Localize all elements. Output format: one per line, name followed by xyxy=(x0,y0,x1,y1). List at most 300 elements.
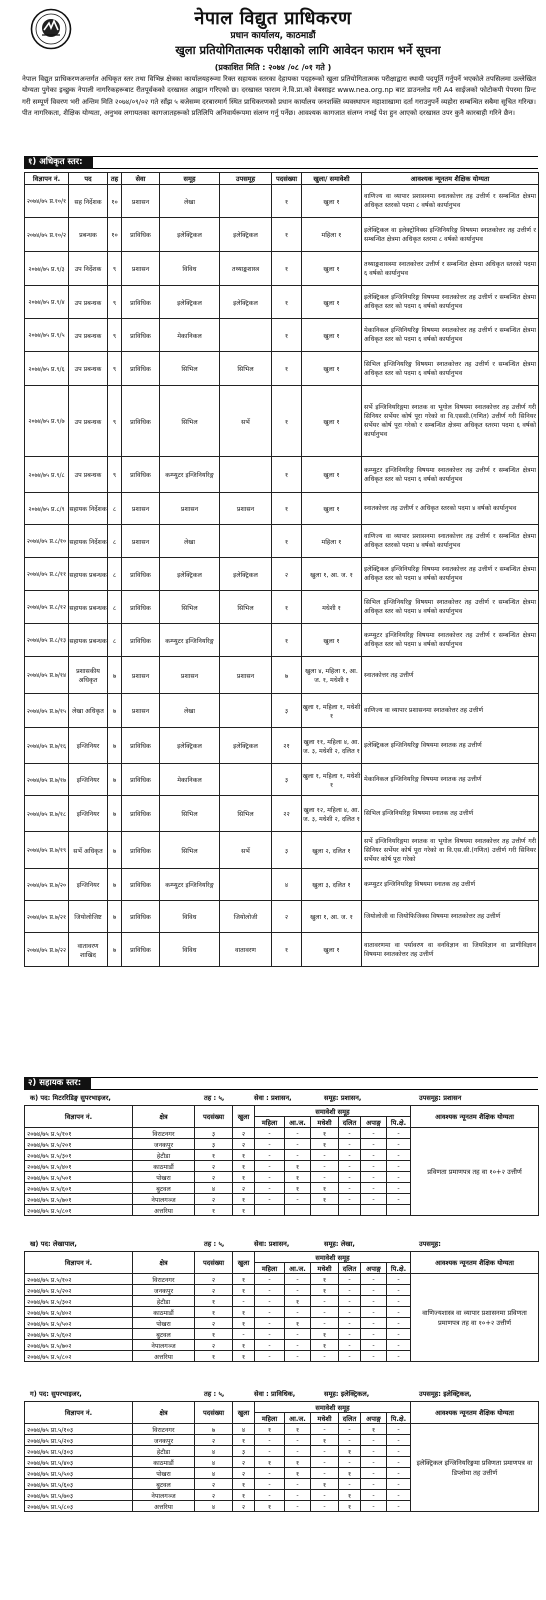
cell-count: - xyxy=(387,1128,411,1139)
cell-service: प्राविधिक xyxy=(122,728,160,764)
cell-adv: २०७४/७५ प्र.८/११ xyxy=(25,558,69,591)
cell-group: लेखा xyxy=(160,694,220,728)
cell-req: इलेक्ट्रिकल इन्जिनियरिङ्ग विषयमा स्नातकोत्तर तह उत्तीर्ण र सम्बन्धित क्षेत्रमा अधिकृत स्तर को पदमा ४ वर्षको कार्यानुभव xyxy=(362,558,539,591)
cell-count: - xyxy=(255,1296,285,1307)
cell-count: १ xyxy=(285,1161,311,1172)
cell-region: हेटौडा xyxy=(133,1446,195,1457)
cell-count: - xyxy=(361,1296,387,1307)
table-row xyxy=(25,525,539,558)
post-subgroup: उपसमूह: xyxy=(419,1240,441,1248)
cell-count: २ xyxy=(233,1128,255,1139)
cell-count: ३ xyxy=(195,1128,233,1139)
cell-count: २ xyxy=(195,1274,233,1285)
cell-region: नेपालगञ्ज xyxy=(133,1340,195,1351)
cell-count: १ xyxy=(272,493,302,525)
cell-adv: २०७४/७५ प्र.७/१६ xyxy=(25,728,69,764)
cell-adv: २०७४/७५ प्र.७/१९ xyxy=(25,832,69,869)
cell-count: - xyxy=(311,1161,339,1172)
cell-count: - xyxy=(255,1172,285,1183)
cell-level: ७ xyxy=(108,764,122,796)
cell-req: सर्भे इन्जिनियरिङ्गमा स्नातक वा भूगोल विषयमा स्नातकोत्तर तह उत्तीर्ण गरी सिनियर सर्भेयर कोर्ष पूरा गरेको वा वि.एस.सी.(गणित) उत्तीर्ण गरी सिनियर सर्भेयर कोर्ष पूरा गरेको xyxy=(362,832,539,869)
table-row xyxy=(25,869,539,901)
cell-region: काठमाडौं xyxy=(133,1457,195,1468)
cell-count: १ xyxy=(339,1501,361,1512)
cell-service: प्रशासन xyxy=(122,694,160,728)
cell-region: विराटनगर xyxy=(133,1274,195,1285)
cell-adv: २०७४/७५ प्र.९/५ xyxy=(25,319,69,352)
post-group: समूह: लेखा, xyxy=(324,1240,355,1248)
assistant-table xyxy=(24,1105,539,1216)
cell-group: विविध xyxy=(160,933,220,967)
cell-post: लेखा अधिकृत xyxy=(69,694,108,728)
col-header: आ.ज. xyxy=(285,1413,311,1424)
cell-count: - xyxy=(387,1501,411,1512)
cell-count: - xyxy=(339,1285,361,1296)
cell-post: उप प्रबन्धक xyxy=(69,319,108,352)
col-header: पि.क्षे. xyxy=(387,1117,411,1128)
table-row xyxy=(25,252,539,286)
cell-count: ३ xyxy=(233,1446,255,1457)
cell-quota: खुला १ xyxy=(302,185,362,218)
cell-req: सिभिल इन्जिनियरिङ्ग विषयमा स्नातकोत्तर तह उत्तीर्ण र सम्बन्धित क्षेत्रमा अधिकृत स्तर को पदमा ६ वर्षको कार्यानुभव xyxy=(362,352,539,386)
cell-count: - xyxy=(255,1274,285,1285)
cell-post: सहायक प्रबन्धक xyxy=(69,558,108,591)
cell-subgroup xyxy=(220,764,272,796)
col-header: खुला xyxy=(233,1106,255,1128)
cell-adv: २०७४/७५ प्र.७/१७ xyxy=(25,764,69,796)
cell-count: - xyxy=(311,1424,339,1435)
table-header-row xyxy=(25,1402,539,1413)
cell-level: ८ xyxy=(108,558,122,591)
cell-count: १ xyxy=(272,286,302,319)
cell-count: १ xyxy=(361,1424,387,1435)
cell-count xyxy=(387,1205,411,1216)
cell-adv: २०७४/७५ प्र.५/३०२ xyxy=(25,1296,133,1307)
cell-count: - xyxy=(255,1468,285,1479)
cell-count: - xyxy=(387,1351,411,1362)
cell-req: तथ्याङ्कशास्त्रमा स्नातकोत्तर उत्तीर्ण र सम्बन्धित क्षेत्रमा अधिकृत स्तरको पदमा ६ वर्षको कार्यानुभव xyxy=(362,252,539,286)
cell-count: - xyxy=(285,1351,311,1362)
cell-quota: खुला १ xyxy=(302,352,362,386)
cell-count: - xyxy=(233,1329,255,1340)
cell-count: - xyxy=(285,1150,311,1161)
cell-quota: खुला ११, महिला ४, आ. ज. ३, मधेशी २, दलित १ xyxy=(302,728,362,764)
cell-region: विराटनगर xyxy=(133,1128,195,1139)
cell-service: प्राविधिक xyxy=(122,901,160,933)
cell-service: प्राविधिक xyxy=(122,832,160,869)
section1-label: १) अधिकृत स्तर: xyxy=(24,156,93,169)
cell-count: - xyxy=(361,1435,387,1446)
cell-count: - xyxy=(285,1490,311,1501)
cell-count: ४ xyxy=(195,1468,233,1479)
cell-level: ९ xyxy=(108,457,122,493)
cell-adv: २०७४/७५ प्र.५/८०२ xyxy=(25,1351,133,1362)
cell-group: इलेक्ट्रिकल xyxy=(160,218,220,252)
cell-level: ८ xyxy=(108,591,122,624)
cell-group: सिभिल xyxy=(160,386,220,457)
cell-count: १ xyxy=(311,1340,339,1351)
cell-service: प्राविधिक xyxy=(122,869,160,901)
cell-subgroup: जियोलोजी xyxy=(220,901,272,933)
cell-count: - xyxy=(255,1150,285,1161)
col-header: पि.क्षे. xyxy=(387,1413,411,1424)
col-header: उपसमूह xyxy=(220,173,272,185)
cell-count: - xyxy=(361,1285,387,1296)
cell-quota: खुला २, दलित १ xyxy=(302,832,362,869)
cell-post: इन्जिनियर xyxy=(69,728,108,764)
cell-count: - xyxy=(339,1424,361,1435)
cell-subgroup: सिभिल xyxy=(220,591,272,624)
post-subgroup: उपसमूह: इलेक्ट्रिकल, xyxy=(419,1390,472,1398)
cell-count: १ xyxy=(233,1490,255,1501)
cell-count: - xyxy=(361,1351,387,1362)
col-header: मधेशी xyxy=(311,1263,339,1274)
col-header: दलित xyxy=(339,1413,361,1424)
post-subgroup: उपसमूह: प्रशासन xyxy=(419,1094,462,1102)
cell-adv: २०७४/७५ प्र.८/९ xyxy=(25,493,69,525)
cell-adv: २०७४/७५ प्र.५/७०२ xyxy=(25,1340,133,1351)
cell-post: उप निर्देशक xyxy=(69,252,108,286)
cell-group: प्रशासन xyxy=(160,657,220,694)
intro-paragraph: नेपाल विद्युत प्राधिकरणअन्तर्गत अधिकृत स्तर तथा विभिन्न क्षेत्रका कार्यालयहरूमा रिक्त सहायक स्तरका देहायका पदहरूको खुला प्रतियोगितात्मक परीक्षाद्वारा स्थायी पदपूर्ति गर्नुपर्ने भएकोले तपसिलमा उल्लेखित योग्यता पुगेका इच्छुक नेपाली नागरिकहरूबाट रीतपूर्वकको दरखास्त आह्वान गरिएको छ। दरखास्त फाराम ने.वि.प्रा.को वेबसाइट www.nea.org.np बाट डाउनलोड गरी A4 साईजको फोटोकपी पेपरमा प्रिन्ट गरी सम्पूर्ण विवरण भरी अन्तिम मिति २०७४/०९/०२ गते साँझ ५ बजेसम्म दरबारमार्ग स्थित प्राधिकरणको प्रधान कार्यालय जनशक्ति व्यवस्थापन महाशाखामा दर्ता गराउनुपर्ने व्यहोरा सम्बन्धित सबैमा सूचित गरिन्छ। पीत नागरिकता, शैक्षिक योग्यता, अनुभव लगायतका कागजातहरूको प्रतिलिपि अनिवार्यरूपमा संलग्न गर्नु पर्नेछ। आवश्यक कागजात संलग्न नभई पेश हुन आएको दरखास्त उपर कुनै कारबाही गरिने छैन। xyxy=(22,75,536,118)
col-header: आवश्यक न्यूनतम शैक्षिक योग्यता xyxy=(362,173,539,185)
cell-adv: २०७४/७५ प्र.१०/२ xyxy=(25,218,69,252)
cell-adv: २०७४/७५ प्र.५/३०१ xyxy=(25,1150,133,1161)
post-service: सेवा: प्रशासन, xyxy=(254,1240,290,1248)
cell-count: १ xyxy=(272,386,302,457)
cell-count: ७ xyxy=(272,657,302,694)
cell-count: - xyxy=(339,1183,361,1194)
cell-service: प्रशासन xyxy=(122,657,160,694)
cell-count: २ xyxy=(272,901,302,933)
col-header: अपाङ्ग xyxy=(361,1413,387,1424)
cell-count: - xyxy=(255,1139,285,1150)
post-post: ख) पद: लेखापाल, xyxy=(30,1240,77,1248)
cell-count: १ xyxy=(233,1205,255,1216)
cell-group: कम्प्युटर इन्जिनियरिङ्ग xyxy=(160,457,220,493)
cell-count: - xyxy=(361,1183,387,1194)
cell-count: - xyxy=(285,1340,311,1351)
cell-post: सहायक प्रबन्धक xyxy=(69,591,108,624)
cell-subgroup: वातावरण xyxy=(220,933,272,967)
cell-service: प्राविधिक xyxy=(122,352,160,386)
cell-count: - xyxy=(285,1128,311,1139)
cell-quota: खुला १, महिला १, मधेशी १ xyxy=(302,764,362,796)
cell-region: पोखरा xyxy=(133,1468,195,1479)
table-row xyxy=(25,591,539,624)
cell-req: सिभिल इन्जिनियरिङ्ग विषयमा स्नातकोत्तर तह उत्तीर्ण र सम्बन्धित क्षेत्रमा अधिकृत स्तर को पदमा ४ वर्षको कार्यानुभव xyxy=(362,591,539,624)
samavesi-header: समावेशी समूह xyxy=(255,1252,411,1263)
cell-service: प्रशासन xyxy=(122,185,160,218)
cell-post: सहायक निर्देशक xyxy=(69,525,108,558)
cell-count: - xyxy=(361,1340,387,1351)
cell-adv: २०७४/७५ प्र.५/४०१ xyxy=(25,1161,133,1172)
cell-count: १ xyxy=(285,1183,311,1194)
cell-group: विविध xyxy=(160,252,220,286)
cell-count: ३ xyxy=(195,1139,233,1150)
col-header: खुला xyxy=(233,1252,255,1274)
cell-region: बुटवल xyxy=(133,1183,195,1194)
cell-adv: २०७४/७५ प्र.९/८ xyxy=(25,457,69,493)
notice-title: खुला प्रतियोगितात्मक परीक्षाको लागि आवेदन फाराम भर्ने सूचना xyxy=(175,43,441,57)
cell-count: - xyxy=(361,1172,387,1183)
cell-quota: खुला १ xyxy=(302,493,362,525)
cell-quota: खुला १ xyxy=(302,624,362,657)
cell-adv: २०७४/७५ प्र.९/७ xyxy=(25,386,69,457)
cell-region: विराटनगर xyxy=(133,1424,195,1435)
cell-group: प्रशासन xyxy=(160,493,220,525)
cell-count: - xyxy=(361,1329,387,1340)
col-header: विज्ञापन नं. xyxy=(25,173,69,185)
cell-count: २ xyxy=(233,1457,255,1468)
req-header: आवश्यक न्यूनतम शैक्षिक योग्यता xyxy=(411,1106,539,1128)
cell-count: १ xyxy=(311,1435,339,1446)
cell-count xyxy=(255,1205,285,1216)
cell-region: पोखरा xyxy=(133,1172,195,1183)
cell-count: १ xyxy=(311,1285,339,1296)
post-group: समूह: प्रशासन, xyxy=(324,1094,362,1102)
cell-count: २ xyxy=(195,1318,233,1329)
col-header: महिला xyxy=(255,1263,285,1274)
cell-count: १ xyxy=(255,1501,285,1512)
cell-adv: २०७४/७५ प्र.७/१५ xyxy=(25,694,69,728)
cell-count: - xyxy=(311,1351,339,1362)
cell-group: इलेक्ट्रिकल xyxy=(160,728,220,764)
cell-req: प्रविणता प्रमाणपत्र तह वा १०+२ उत्तीर्ण xyxy=(411,1128,539,1216)
cell-count: - xyxy=(387,1194,411,1205)
cell-count: - xyxy=(255,1318,285,1329)
cell-level: ७ xyxy=(108,832,122,869)
cell-adv: २०७४/७५ प्र.७/१४ xyxy=(25,657,69,694)
cell-adv: २०७४/७५ प्र.५/५०२ xyxy=(25,1318,133,1329)
cell-count: - xyxy=(339,1307,361,1318)
cell-count: - xyxy=(387,1285,411,1296)
cell-subgroup: इलेक्ट्रिकल xyxy=(220,218,272,252)
cell-count: १ xyxy=(272,933,302,967)
cell-level: १० xyxy=(108,218,122,252)
cell-count: - xyxy=(387,1172,411,1183)
cell-post: वातावरण शाखिद xyxy=(69,933,108,967)
cell-count: १ xyxy=(285,1296,311,1307)
notice-header xyxy=(0,0,546,72)
cell-quota: खुला १ xyxy=(302,386,362,457)
cell-count: २ xyxy=(233,1501,255,1512)
cell-group: मेकानिकल xyxy=(160,319,220,352)
cell-count: - xyxy=(311,1490,339,1501)
cell-count: - xyxy=(311,1457,339,1468)
cell-group: सिभिल xyxy=(160,796,220,832)
cell-count: २ xyxy=(195,1435,233,1446)
cell-adv: २०७४/७५ प्र.५/१०२ xyxy=(25,1274,133,1285)
cell-adv: २०७४/७५ प्र.८/१० xyxy=(25,525,69,558)
cell-level: ७ xyxy=(108,933,122,967)
cell-post: प्रशासकीय अधिकृत xyxy=(69,657,108,694)
post-info-line xyxy=(24,1238,538,1250)
cell-subgroup xyxy=(220,624,272,657)
cell-count: - xyxy=(387,1161,411,1172)
cell-level: ७ xyxy=(108,869,122,901)
cell-count: - xyxy=(311,1307,339,1318)
cell-adv: २०७४/७५ प्रा.५/४०३ xyxy=(25,1457,133,1468)
cell-count: - xyxy=(339,1161,361,1172)
col-header: तह xyxy=(108,173,122,185)
cell-count: - xyxy=(255,1329,285,1340)
table-row xyxy=(25,1274,539,1285)
cell-count: १ xyxy=(255,1457,285,1468)
cell-count: १ xyxy=(233,1351,255,1362)
cell-count: १ xyxy=(233,1285,255,1296)
cell-count: - xyxy=(361,1161,387,1172)
post-level: तह : ५, xyxy=(204,1390,225,1398)
cell-group: विविध xyxy=(160,901,220,933)
cell-count: - xyxy=(387,1150,411,1161)
cell-service: प्राविधिक xyxy=(122,319,160,352)
cell-count: - xyxy=(387,1457,411,1468)
cell-adv: २०७४/७५ प्र.५/८०१ xyxy=(25,1205,133,1216)
table-row xyxy=(25,1128,539,1139)
cell-count: - xyxy=(387,1274,411,1285)
cell-count: - xyxy=(361,1128,387,1139)
cell-count: १ xyxy=(195,1329,233,1340)
cell-count: १ xyxy=(311,1274,339,1285)
cell-level: १० xyxy=(108,185,122,218)
cell-service: प्रशासन xyxy=(122,493,160,525)
cell-count: - xyxy=(255,1479,285,1490)
cell-level: ९ xyxy=(108,319,122,352)
cell-count: - xyxy=(311,1172,339,1183)
col-header: क्षेत्र xyxy=(133,1252,195,1274)
cell-adv: २०७४/७५ प्र.५/४०२ xyxy=(25,1307,133,1318)
cell-service: प्राविधिक xyxy=(122,764,160,796)
cell-level: ७ xyxy=(108,796,122,832)
cell-count: - xyxy=(361,1150,387,1161)
table-header-row xyxy=(25,1252,539,1263)
cell-count: २ xyxy=(195,1340,233,1351)
col-header: पदसंख्या xyxy=(195,1402,233,1424)
samavesi-header: समावेशी समूह xyxy=(255,1402,411,1413)
cell-count: - xyxy=(255,1340,285,1351)
cell-count: १ xyxy=(285,1468,311,1479)
cell-group: सिभिल xyxy=(160,591,220,624)
cell-count: २ xyxy=(195,1194,233,1205)
cell-count: - xyxy=(339,1172,361,1183)
cell-post: इन्जिनियर xyxy=(69,764,108,796)
cell-quota: खुला १२, महिला ४, आ. ज. ३, मधेशी २, दलित १ xyxy=(302,796,362,832)
cell-count: - xyxy=(285,1274,311,1285)
cell-region: अत्तरिया xyxy=(133,1351,195,1362)
cell-subgroup: सिभिल xyxy=(220,352,272,386)
cell-region: नेपालगञ्ज xyxy=(133,1194,195,1205)
cell-adv: २०७४/७५ प्रा.५/७०३ xyxy=(25,1490,133,1501)
cell-quota: खुला ४, महिला १, आ. ज. १, मधेशी १ xyxy=(302,657,362,694)
cell-count: १ xyxy=(233,1172,255,1183)
cell-group: इलेक्ट्रिकल xyxy=(160,286,220,319)
cell-req: वाणिज्य वा व्यापार प्रशासनमा स्नातकोत्तर तह उत्तीर्ण र सम्बन्धित क्षेत्रमा अधिकृत स्तरको पदमा ४ वर्षको कार्यानुभव xyxy=(362,525,539,558)
cell-count: - xyxy=(339,1194,361,1205)
section2-header xyxy=(24,1077,538,1090)
cell-count: - xyxy=(339,1351,361,1362)
col-header: आ.ज. xyxy=(285,1117,311,1128)
cell-adv: २०७४/७५ प्र.७/२० xyxy=(25,869,69,901)
org-name: नेपाल विद्युत प्राधिकरण xyxy=(194,8,352,29)
cell-quota: खुला १ xyxy=(302,319,362,352)
cell-group: इलेक्ट्रिकल xyxy=(160,558,220,591)
post-service: सेवा : प्राविधिक, xyxy=(254,1390,296,1398)
cell-adv: २०७४/७५ प्र.५/७०१ xyxy=(25,1194,133,1205)
assistant-table xyxy=(24,1401,539,1512)
col-header: पदसंख्या xyxy=(195,1252,233,1274)
cell-count: २ xyxy=(195,1172,233,1183)
table-row xyxy=(25,832,539,869)
table-row xyxy=(25,386,539,457)
cell-count: २ xyxy=(195,1490,233,1501)
cell-count: - xyxy=(339,1435,361,1446)
cell-count: - xyxy=(361,1457,387,1468)
cell-group: मेकानिकल xyxy=(160,764,220,796)
col-header: विज्ञापन नं. xyxy=(25,1402,133,1424)
cell-count: १ xyxy=(233,1161,255,1172)
cell-count: १ xyxy=(272,185,302,218)
cell-region: काठमाडौं xyxy=(133,1307,195,1318)
cell-count: - xyxy=(233,1296,255,1307)
cell-count: - xyxy=(361,1490,387,1501)
cell-group: कम्प्युटर इन्जिनियरिङ्ग xyxy=(160,869,220,901)
cell-region: अत्तरिया xyxy=(133,1501,195,1512)
cell-req: सर्भे इन्जिनियरिङ्गमा स्नातक वा भूगोल विषयमा स्नातकोत्तर तह उत्तीर्ण गरी सिनियर सर्भेयर कोर्ष पूरा गरेको वा वि.एससी.(गणित) उत्तीर्ण गरी सिनियर सर्भेयर कोर्ष पूरा गरेको र सम्बन्धित क्षेत्रमा अधिकृत स्तरमा पदमा ६ वर्षको कार्यानुभव xyxy=(362,386,539,457)
cell-quota: खुला १, आ. ज. १ xyxy=(302,558,362,591)
cell-count: ३ xyxy=(272,764,302,796)
cell-region: जनकपुर xyxy=(133,1435,195,1446)
col-header: समूह xyxy=(160,173,220,185)
cell-count: - xyxy=(285,1194,311,1205)
cell-count xyxy=(339,1205,361,1216)
cell-adv: २०७४/७५ प्रा.५/२०३ xyxy=(25,1435,133,1446)
samavesi-header: समावेशी समूह xyxy=(255,1106,411,1117)
cell-adv: २०७४/७५ प्रा.५/१०३ xyxy=(25,1424,133,1435)
cell-group: सिभिल xyxy=(160,352,220,386)
cell-service: प्राविधिक xyxy=(122,386,160,457)
cell-subgroup: सिभिल xyxy=(220,796,272,832)
cell-level: ८ xyxy=(108,624,122,657)
cell-count: - xyxy=(361,1274,387,1285)
cell-count: ३ xyxy=(272,694,302,728)
cell-region: हेटौडा xyxy=(133,1150,195,1161)
post-info-line xyxy=(24,1092,538,1104)
cell-count: १ xyxy=(195,1351,233,1362)
cell-count: १ xyxy=(233,1340,255,1351)
col-header: मधेशी xyxy=(311,1117,339,1128)
cell-count: - xyxy=(255,1446,285,1457)
cell-group: लेखा xyxy=(160,525,220,558)
table-row xyxy=(25,657,539,694)
publish-date: (प्रकाशित मिति : २०७४ /०८ /०१ गते ) xyxy=(214,63,332,72)
cell-post: सहायक प्रबन्धक xyxy=(69,624,108,657)
section2-label: २) सहायक स्तर: xyxy=(24,1077,91,1090)
cell-count: - xyxy=(361,1468,387,1479)
cell-req: कम्प्युटर इन्जिनियरिङ्ग विषयमा स्नातकोत्तर तह उत्तीर्ण र सम्बन्धित क्षेत्रमा अधिकृत स्तर को पदमा ६ वर्षको कार्यानुभव xyxy=(362,457,539,493)
cell-count xyxy=(361,1205,387,1216)
cell-req: स्नातकोत्तर तह उत्तीर्ण र अधिकृत स्तरको पदमा ४ वर्षको कार्यानुभव xyxy=(362,493,539,525)
cell-count: - xyxy=(387,1296,411,1307)
cell-count: २२ xyxy=(272,796,302,832)
cell-service: प्राविधिक xyxy=(122,624,160,657)
cell-region: नेपालगञ्ज xyxy=(133,1490,195,1501)
cell-count: १ xyxy=(272,525,302,558)
cell-level: ७ xyxy=(108,657,122,694)
post-level: तह : ५, xyxy=(204,1240,225,1248)
cell-count: - xyxy=(387,1183,411,1194)
col-header: विज्ञापन नं. xyxy=(25,1252,133,1274)
